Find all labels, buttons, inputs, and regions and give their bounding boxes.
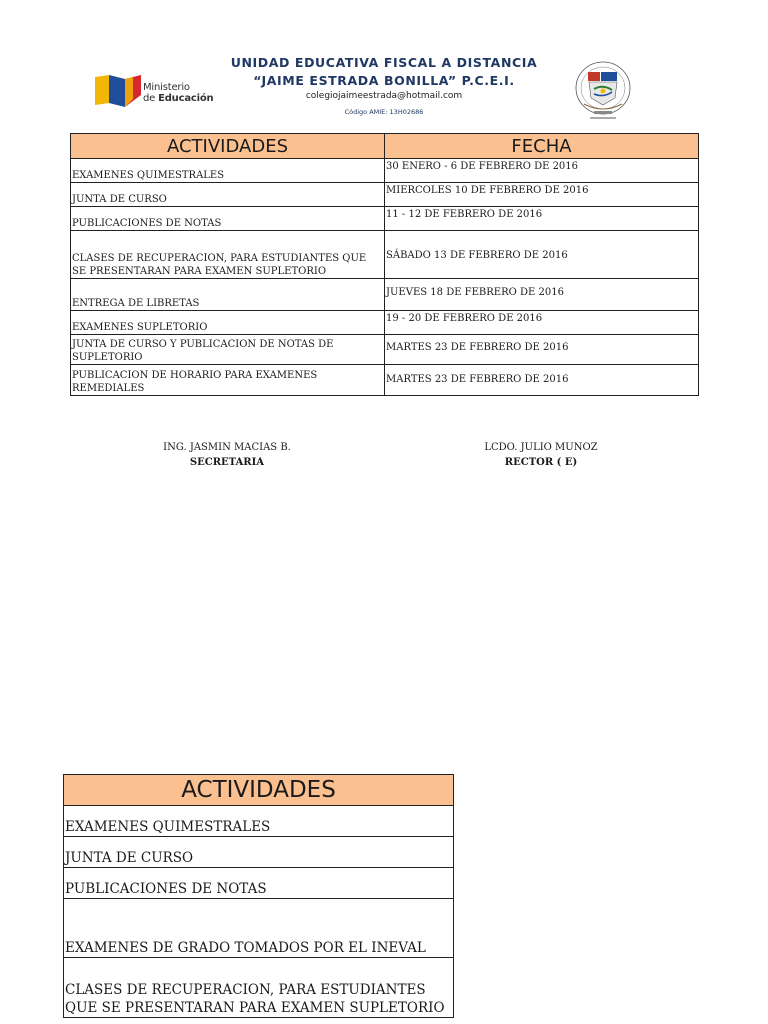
- column-header-activities: ACTIVIDADES: [71, 134, 385, 159]
- signature-name: LCDO. JULIO MUNOZ: [484, 442, 598, 453]
- date-cell: SÁBADO 13 DE FEBRERO DE 2016: [385, 231, 699, 279]
- school-amie-code: Código AMIE: 13H02686: [344, 108, 424, 116]
- table-row: [64, 806, 454, 837]
- signature-rector: [441, 440, 641, 470]
- activity-cell: JUNTA DE CURSO: [71, 183, 385, 207]
- table-row: [71, 335, 699, 365]
- activity-cell: EXAMENES SUPLETORIO: [71, 311, 385, 335]
- signature-name: ING. JASMIN MACIAS B.: [163, 442, 291, 453]
- signature-role: RECTOR ( E): [504, 457, 578, 468]
- activity-cell: EXAMENES QUIMESTRALES: [64, 806, 454, 837]
- school-title-line1: UNIDAD EDUCATIVA FISCAL A DISTANCIA: [230, 55, 538, 70]
- column-header-activities: ACTIVIDADES: [64, 775, 454, 806]
- table-row: [71, 231, 699, 279]
- activity-cell: CLASES DE RECUPERACION, PARA ESTUDIANTES QUE SE PRESENTARAN PARA EXAMEN SUPLETORIO: [71, 231, 385, 279]
- schedule-header-row: [71, 134, 699, 159]
- school-email: colegiojaimeestrada@hotmail.com: [305, 91, 463, 101]
- ministerio-line2b: Educación: [158, 93, 214, 104]
- activity-cell: ENTREGA DE LIBRETAS: [71, 279, 385, 311]
- table-row: [64, 958, 454, 1018]
- secondary-header-row: [64, 775, 454, 806]
- ministerio-logo: [95, 73, 215, 113]
- table-row: [71, 207, 699, 231]
- table-row: [71, 183, 699, 207]
- school-title-line2: “JAIME ESTRADA BONILLA” P.C.E.I.: [253, 73, 515, 88]
- date-cell: MARTES 23 DE FEBRERO DE 2016: [385, 365, 699, 396]
- table-row: [71, 311, 699, 335]
- ministerio-line2a: de: [143, 93, 159, 104]
- date-cell: 30 ENERO - 6 DE FEBRERO DE 2016: [385, 159, 699, 183]
- column-header-date: FECHA: [385, 134, 699, 159]
- date-cell: MARTES 23 DE FEBRERO DE 2016: [385, 335, 699, 365]
- signature-secretary: [127, 440, 327, 470]
- activity-cell: EXAMENES QUIMESTRALES: [71, 159, 385, 183]
- date-cell: JUEVES 18 DE FEBRERO DE 2016: [385, 279, 699, 311]
- table-row: [71, 279, 699, 311]
- date-cell: MIERCOLES 10 DE FEBRERO DE 2016: [385, 183, 699, 207]
- activity-cell: PUBLICACIONES DE NOTAS: [71, 207, 385, 231]
- activity-cell: JUNTA DE CURSO Y PUBLICACION DE NOTAS DE SUPLETORIO: [71, 335, 385, 365]
- activity-cell: PUBLICACION DE HORARIO PARA EXAMENES REMEDIALES: [71, 365, 385, 396]
- signature-role: SECRETARIA: [189, 457, 265, 468]
- activity-cell: JUNTA DE CURSO: [64, 837, 454, 868]
- activities-table-secondary: [63, 774, 454, 1018]
- table-row: [64, 899, 454, 958]
- ministerio-flag-icon: [95, 73, 141, 111]
- activity-cell: PUBLICACIONES DE NOTAS: [64, 868, 454, 899]
- table-row: [71, 365, 699, 396]
- activity-cell: EXAMENES DE GRADO TOMADOS POR EL INEVAL: [64, 899, 454, 958]
- activity-cell: CLASES DE RECUPERACION, PARA ESTUDIANTES QUE SE PRESENTARAN PARA EXAMEN SUPLETORIO: [64, 958, 454, 1018]
- schedule-table: [70, 133, 699, 396]
- table-row: [64, 837, 454, 868]
- table-row: [71, 159, 699, 183]
- date-cell: 11 - 12 DE FEBRERO DE 2016: [385, 207, 699, 231]
- date-cell: 19 - 20 DE FEBRERO DE 2016: [385, 311, 699, 335]
- school-crest-icon: [572, 58, 634, 124]
- table-row: [64, 868, 454, 899]
- ministerio-line1: Ministerio: [143, 82, 190, 93]
